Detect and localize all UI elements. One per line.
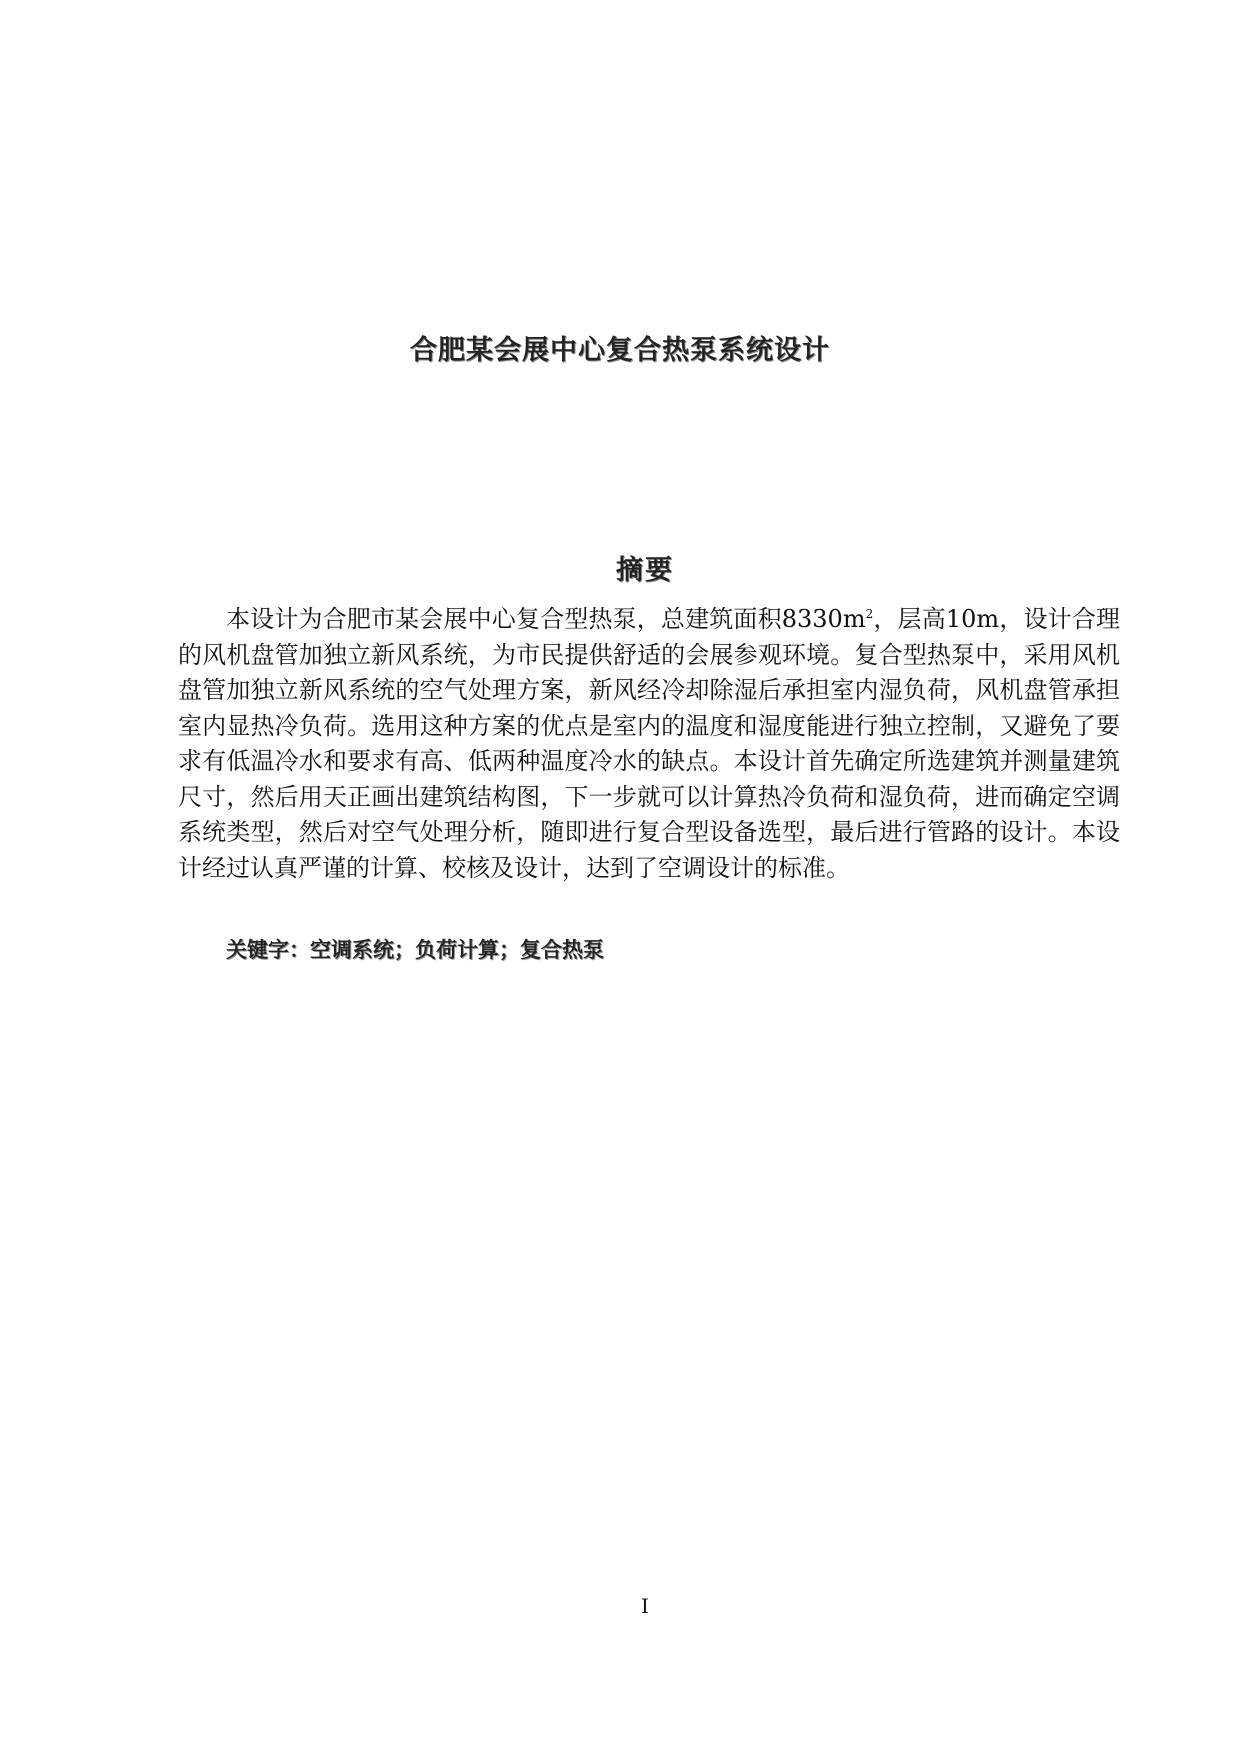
abstract-text-part1: 本设计为合肥市某会展中心复合型热泵，总建筑面积8330m xyxy=(226,605,866,633)
page-number: I xyxy=(641,1594,649,1618)
keywords-list: 空调系统；负荷计算；复合热泵 xyxy=(310,938,604,962)
abstract-body xyxy=(178,602,1120,886)
keywords-label: 关键字： xyxy=(226,938,310,962)
keywords-line xyxy=(226,934,604,964)
document-title: 合肥某会展中心复合热泵系统设计 xyxy=(410,335,830,366)
abstract-text-part2: ，层高10m，设计合理的风机盘管加独立新风系统，为市民提供舒适的会展参观环境。复合型热泵中，采用风机盘管加独立新风系统的空气处理方案，新风经冷却除湿后承担室内湿负荷，风机盘管承担室内显热冷负荷。选用这种方案的优点是室内的温度和湿度能进行独立控制，又避免了要求有低温冷水和要求有高、低两种温度冷水的缺点。本设计首先确定所选建筑并测量建筑尺寸，然后用天正画出建筑结构图，下一步就可以计算热冷负荷和湿负荷，进而确定空调系统类型，然后对空气处理分析，随即进行复合型设备选型，最后进行管路的设计。本设计经过认真严谨的计算、校核及设计，达到了空调设计的标准。 xyxy=(178,605,1120,882)
area-unit-superscript: 2 xyxy=(865,607,874,621)
abstract-heading: 摘要 xyxy=(616,555,674,586)
